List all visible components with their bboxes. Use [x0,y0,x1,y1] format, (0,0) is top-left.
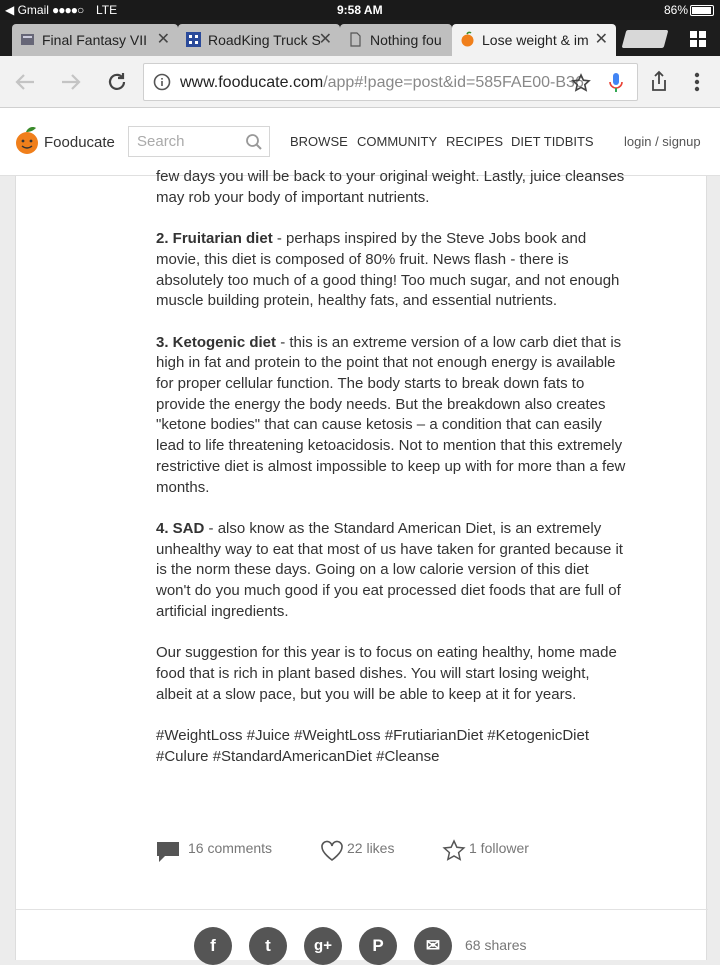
diet-item-heading: 3. Ketogenic diet [156,333,277,351]
comment-icon[interactable] [157,842,179,862]
diet-item-fruitarian [156,229,626,312]
diet-item-heading: 2. Fruitarian diet [156,230,273,248]
search-input[interactable] [129,127,239,156]
google-plus-icon: g+ [314,937,332,954]
twitter-icon: t [265,936,271,955]
signal-strength: ●●●●○ [52,3,84,17]
nav-community[interactable]: COMMUNITY [357,134,438,149]
tab-label: RoadKing Truck S [208,32,321,48]
nav-recipes[interactable]: RECIPES [446,134,504,149]
pinterest-share-button[interactable] [359,927,397,965]
address-bar[interactable] [143,63,638,101]
tab-nothing-found[interactable] [340,24,452,56]
tab-switcher-icon[interactable] [690,31,706,47]
likes-count[interactable]: 22 likes [347,840,395,856]
search-icon[interactable] [245,133,263,151]
google-plus-share-button[interactable] [304,927,342,965]
forward-arrow-icon[interactable] [60,72,82,92]
back-to-app-link[interactable]: ◀ Gmail [5,3,49,17]
url-host: www.fooducate.com [180,74,324,91]
info-icon[interactable] [153,73,171,91]
nav-browse[interactable]: BROWSE [290,134,348,149]
url-text[interactable] [180,74,584,92]
battery-percent: 86% [664,3,689,17]
close-tab-icon[interactable]: ✕ [594,31,608,48]
diet-item-body: - this is an extreme version of a low carb diet that is high in fat and protein to the point that not enough energy is available for proper cellular function. The body starts to break down fats to provide the energy the body needs. But the breakdown also creates "ketone bodies" that can cause ketosis – a condition that can easily lead to life threatening ketoacidosis. Not to mention that this extremely restrictive diet is almost impossible to keep up with for more than a few months. [156,333,626,496]
document-icon [348,32,363,47]
tab-label: Final Fantasy VII [42,32,148,48]
tab-strip [0,20,720,56]
grid-favicon-icon [186,32,201,47]
more-options-icon[interactable] [694,72,700,92]
new-tab-button[interactable] [622,30,669,48]
email-icon: ✉ [425,936,441,955]
browser-toolbar [0,56,720,108]
tab-final-fantasy[interactable] [12,24,178,56]
pinterest-icon: P [372,936,384,955]
hashtags[interactable]: #WeightLoss #Juice #WeightLoss #FrutiarianDiet #KetogenicDiet #Culure #StandardAmericanDiet #Cleanse [156,726,590,765]
share-icon[interactable] [649,70,669,92]
article-body [156,167,626,788]
site-logo-text[interactable]: Fooducate [44,134,115,151]
battery-icon [690,5,714,16]
back-arrow-icon[interactable] [14,72,36,92]
clock: 9:58 AM [337,3,383,17]
reload-icon[interactable] [106,71,128,93]
star-bookmark-icon[interactable] [571,73,591,93]
tab-label: Lose weight & im [482,32,589,48]
facebook-share-button[interactable] [194,927,232,965]
diet-item-ketogenic [156,333,626,499]
diet-item-body: - perhaps inspired by the Steve Jobs book and movie, this diet is composed of 80% fruit. News flash - there is absolutely too much of a good thing! Too much sugar, and not enough muscle building protein, healthy fats, and essential nutrients. [156,230,620,310]
heart-icon[interactable] [320,840,344,862]
followers-count[interactable]: 1 follower [469,840,529,856]
url-path: /app#!page=post&id=585FAE00-B36 [323,74,584,91]
diet-item-sad [156,519,626,623]
facebook-icon: f [210,936,216,955]
tab-label: Nothing fou [370,32,442,48]
comments-count[interactable]: 16 comments [188,840,273,856]
diet-item-body: - also know as the Standard American Diet, is an extremely unhealthy way to eat that most of us have taken for granted because it is the norm these days. Going on a low calorie version of this diet won't do you much good if you eat processed diet foods that are full of artificial ingredients. [156,519,623,620]
site-search [128,126,270,157]
network-type: LTE [96,3,118,17]
status-bar [0,0,720,20]
close-tab-icon[interactable]: ✕ [156,31,170,48]
divider [16,909,708,910]
star-follow-icon[interactable] [442,839,466,863]
email-share-button[interactable] [414,927,452,965]
login-signup-link[interactable]: login / signup [624,134,701,149]
microphone-icon[interactable] [609,72,623,94]
diet-item-heading: 4. SAD [156,519,205,537]
post-content [15,168,707,960]
tab-lose-weight[interactable] [452,24,616,56]
page-icon [20,32,35,47]
site-header [0,108,720,176]
fooducate-favicon-icon [460,32,475,47]
suggestion-paragraph: Our suggestion for this year is to focus on eating healthy, home made food that is rich in plant based dishes. You will start losing weight, albeit at a slow pace, but you will be able to keep at it for years. [156,644,617,703]
fooducate-logo-icon[interactable] [14,126,40,156]
close-tab-icon[interactable]: ✕ [318,31,332,48]
twitter-share-button[interactable] [249,927,287,965]
nav-diet-tidbits[interactable]: DIET TIDBITS [511,134,594,149]
shares-count: 68 shares [465,937,527,953]
tab-roadking[interactable] [178,24,340,56]
intro-tail-paragraph: few days you will be back to your original weight. Lastly, juice cleanses may rob your body of important nutrients. [156,168,625,206]
